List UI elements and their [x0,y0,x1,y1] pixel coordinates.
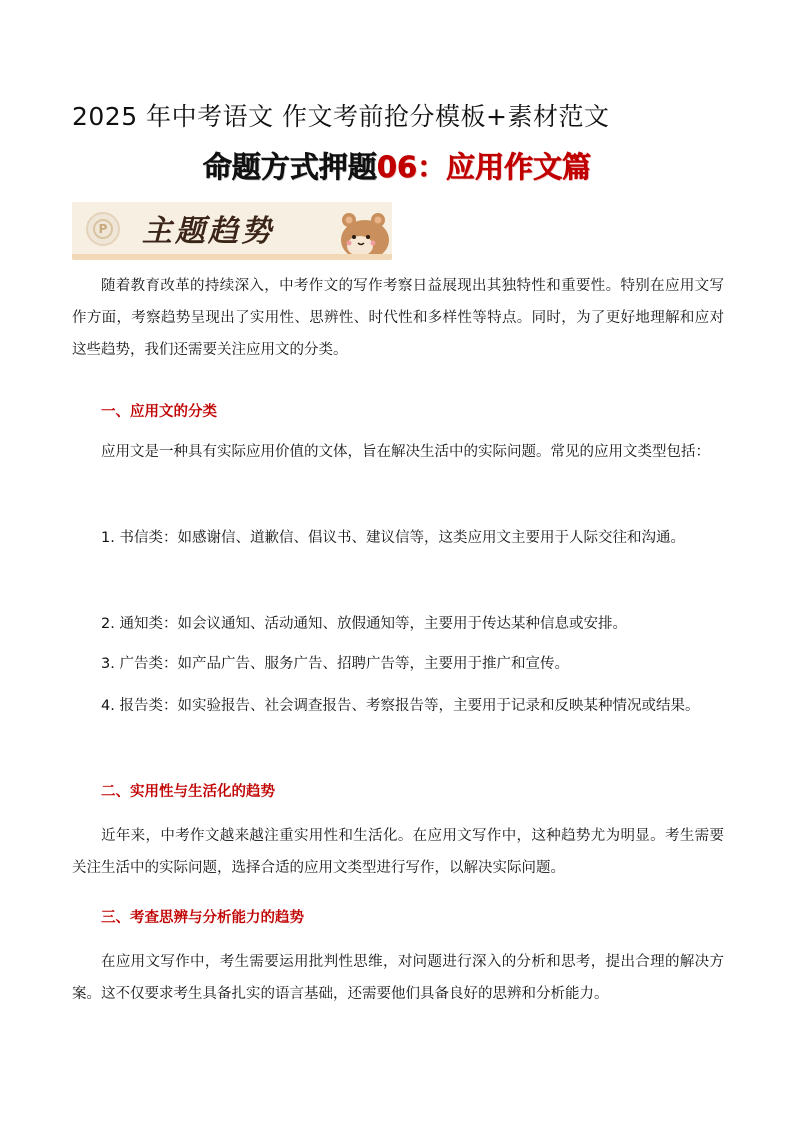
subtitle-main: 命题方式押题 [202,150,377,184]
hamster-icon [338,208,392,260]
theme-banner [72,202,392,260]
list-item: 1. 书信类：如感谢信、道歉信、倡议书、建议信等，这类应用文主要用于人际交往和沟通。 [101,530,685,546]
section-2-paragraph: 近年来，中考作文越来越注重实用性和生活化。在应用文写作中，这种趋势尤为明显。考生需要关注生活中的实际问题，选择合适的应用文类型进行写作，以解决实际问题。 [72,828,724,876]
document-subtitle [0,146,794,188]
banner-underline [72,254,392,260]
intro-paragraph: 随着教育改革的持续深入，中考作文的写作考察日益展现出其独特性和重要性。特别在应用文写作方面，考察趋势呈现出了实用性、思辨性、时代性和多样性等特点。同时，为了更好地理解和应对这些趋势，我们还需要关注应用文的分类。 [72,278,724,358]
banner-label: 主题趋势 [142,214,274,249]
coin-letter: P [93,219,113,239]
section-heading-1: 一、应用文的分类 [101,404,217,420]
document-title: 2025 年中考语文 作文考前抢分模板+素材范文 [72,102,610,131]
coin-icon [86,212,120,246]
subtitle-accent: 06：应用作文篇 [376,150,592,184]
section-1-paragraph: 应用文是一种具有实际应用价值的文体，旨在解决生活中的实际问题。常见的应用文类型包括： [101,444,710,460]
list-item: 3. 广告类：如产品广告、服务广告、招聘广告等，主要用于推广和宣传。 [101,656,569,672]
list-item: 2. 通知类：如会议通知、活动通知、放假通知等，主要用于传达某种信息或安排。 [101,616,627,632]
section-heading-3: 三、考查思辨与分析能力的趋势 [101,910,304,926]
section-3-paragraph: 在应用文写作中，考生需要运用批判性思维，对问题进行深入的分析和思考，提出合理的解决方案。这不仅要求考生具备扎实的语言基础，还需要他们具备良好的思辨和分析能力。 [72,954,724,1002]
section-heading-2: 二、实用性与生活化的趋势 [101,784,275,800]
list-item: 4. 报告类：如实验报告、社会调查报告、考察报告等，主要用于记录和反映某种情况或结果。 [101,698,700,714]
